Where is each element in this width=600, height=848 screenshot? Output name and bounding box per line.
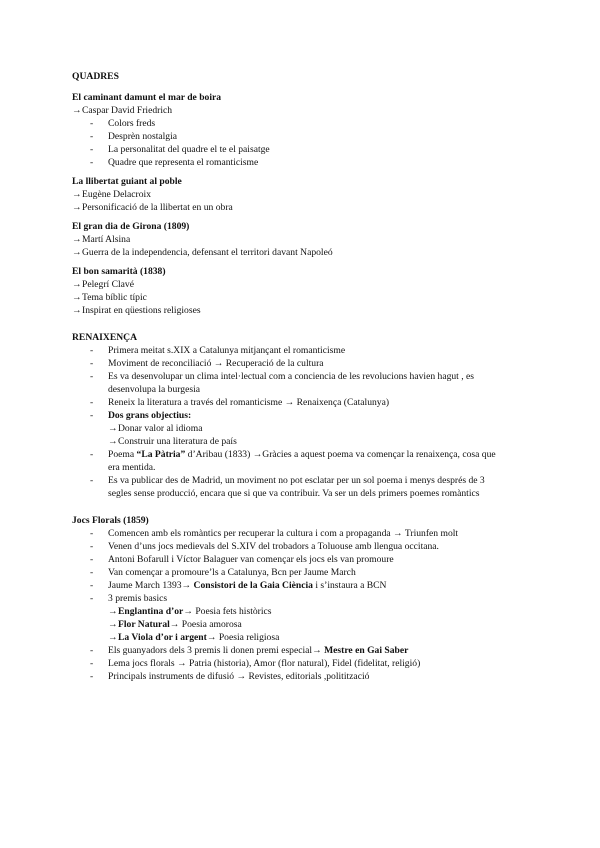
arrow-icon: → — [72, 105, 82, 116]
dash-icon: - — [90, 645, 94, 656]
dash-icon: - — [90, 157, 94, 168]
document-page — [72, 70, 532, 683]
sub-item: →Englantina d’or→ Poesia fets històrics — [108, 606, 272, 617]
list-item: - Jaume March 1393→ Consistori de la Gaia Ciència i s’instaura a BCN — [90, 580, 387, 591]
dash-icon: - — [90, 358, 94, 369]
arrow-icon: → — [72, 292, 82, 303]
list-item: - Quadre que representa el romanticisme — [90, 157, 259, 168]
arrow-icon: → — [108, 632, 118, 643]
list-item: - Moviment de reconciliació → Recuperació de la cultura — [90, 358, 324, 369]
list-item: - Lema jocs florals → Patria (historia), Amor (flor natural), Fidel (fidelitat, religió) — [90, 658, 421, 669]
arrow-icon: → — [177, 658, 187, 669]
arrow-icon: → — [108, 436, 118, 447]
list-item: - Els guanyadors dels 3 premis li donen premi especial→ Mestre en Gai Saber — [90, 645, 409, 656]
list-item: - Dos grans objectius: — [90, 410, 192, 421]
list-item: →Inspirat en qüestions religioses — [72, 305, 201, 316]
arrow-icon: → — [108, 606, 118, 617]
list-item: - Es va desenvolupar un clima intel·lectual com a conciencia de les revolucions havien hagut , es desenvolupa la burgesia — [90, 371, 475, 395]
list-item: →Tema bíblic típic — [72, 292, 147, 303]
dash-icon: - — [90, 397, 94, 408]
doc-title: QUADRES — [72, 71, 119, 82]
dash-icon: - — [90, 131, 94, 142]
list-item: - Colors freds — [90, 118, 156, 129]
dash-icon: - — [90, 541, 94, 552]
arrow-icon: → — [108, 423, 118, 434]
list-item: - Venen d’uns jocs medievals del S.XIV del trobadors a Toluouse amb llengua occitana. — [90, 541, 439, 552]
sub-item: →Flor Natural→ Poesia amorosa — [108, 619, 242, 630]
section-heading: Jocs Florals (1859) — [72, 515, 149, 526]
list-item: →Guerra de la independencia, defensant el territori davant Napoleó — [72, 247, 333, 258]
dash-icon: - — [90, 371, 94, 382]
list-item: - Es va publicar des de Madrid, un moviment no pot esclatar per un sol poema i menys després de 3 segles sense producció, encara que si que va contribuir. Va ser un dels primers poemes romàntics — [90, 475, 485, 499]
dash-icon: - — [90, 554, 94, 565]
painting-heading: El gran dia de Girona (1809) — [72, 221, 190, 232]
list-item: →Personificació de la llibertat en un obra — [72, 202, 233, 213]
painting-heading: El bon samarità (1838) — [72, 266, 166, 277]
arrow-icon: → — [393, 528, 403, 539]
arrow-icon: → — [72, 189, 82, 200]
arrow-icon: → — [72, 247, 82, 258]
dash-icon: - — [90, 567, 94, 578]
arrow-icon: → — [72, 234, 82, 245]
list-item: - Comencen amb els romàntics per recuperar la cultura i com a propaganda → Triunfen molt — [90, 528, 459, 539]
arrow-icon: → — [181, 580, 192, 591]
arrow-icon: → — [213, 358, 224, 369]
list-item: - Primera meitat s.XIX a Catalunya mitjançant el romanticisme — [90, 345, 346, 356]
dash-icon: - — [90, 475, 94, 486]
dash-icon: - — [90, 345, 94, 356]
painting-heading: La llibertat guiant al poble — [72, 176, 182, 187]
arrow-icon: → — [72, 305, 82, 316]
arrow-icon: → — [183, 606, 193, 617]
arrow-icon: → — [284, 397, 295, 408]
arrow-icon: → — [236, 671, 247, 682]
sub-item: →Donar valor al idioma — [108, 423, 203, 434]
dash-icon: - — [90, 449, 94, 460]
dash-icon: - — [90, 118, 94, 129]
list-item: →Eugène Delacroix — [72, 189, 151, 200]
sub-item: →La Viola d’or i argent→ Poesia religiosa — [108, 632, 280, 643]
list-item: →Pelegrí Clavé — [72, 279, 134, 290]
dash-icon: - — [90, 658, 94, 669]
arrow-icon: → — [206, 632, 217, 643]
list-item: - 3 premis basics — [90, 593, 168, 604]
list-item: - La personalitat del quadre el te el paisatge — [90, 144, 270, 155]
dash-icon: - — [90, 671, 94, 682]
arrow-icon: → — [312, 645, 322, 656]
painting-heading: El caminant damunt el mar de boira — [72, 92, 222, 103]
section-heading: RENAIXENÇA — [72, 332, 138, 343]
list-item: - Van començar a promoure’ls a Catalunya, Bcn per Jaume March — [90, 567, 356, 578]
list-item: →Martí Alsina — [72, 234, 131, 245]
list-item: - Antoni Bofarull i Víctor Balaguer van començar els jocs els van promoure — [90, 554, 394, 565]
dash-icon: - — [90, 593, 94, 604]
arrow-icon: → — [108, 619, 118, 630]
list-item: - Principals instruments de difusió → Revistes, editorials ,politització — [90, 671, 370, 682]
list-item: - Poema “La Pàtria” d’Aribau (1833) →Gràcies a aquest poema va començar la renaixença, cosa que era mentida. — [90, 449, 496, 473]
arrow-icon: → — [252, 449, 263, 460]
arrow-icon: → — [169, 619, 180, 630]
painting-author: →Caspar David Friedrich — [72, 105, 173, 116]
arrow-icon: → — [72, 279, 82, 290]
list-item: - Reneix la literatura a través del romanticisme → Renaixença (Catalunya) — [90, 397, 390, 408]
dash-icon: - — [90, 528, 94, 539]
dash-icon: - — [90, 580, 94, 591]
dash-icon: - — [90, 144, 94, 155]
dash-icon: - — [90, 410, 94, 421]
sub-item: →Construir una literatura de país — [108, 436, 237, 447]
list-item: - Desprèn nostalgia — [90, 131, 178, 142]
arrow-icon: → — [72, 202, 82, 213]
